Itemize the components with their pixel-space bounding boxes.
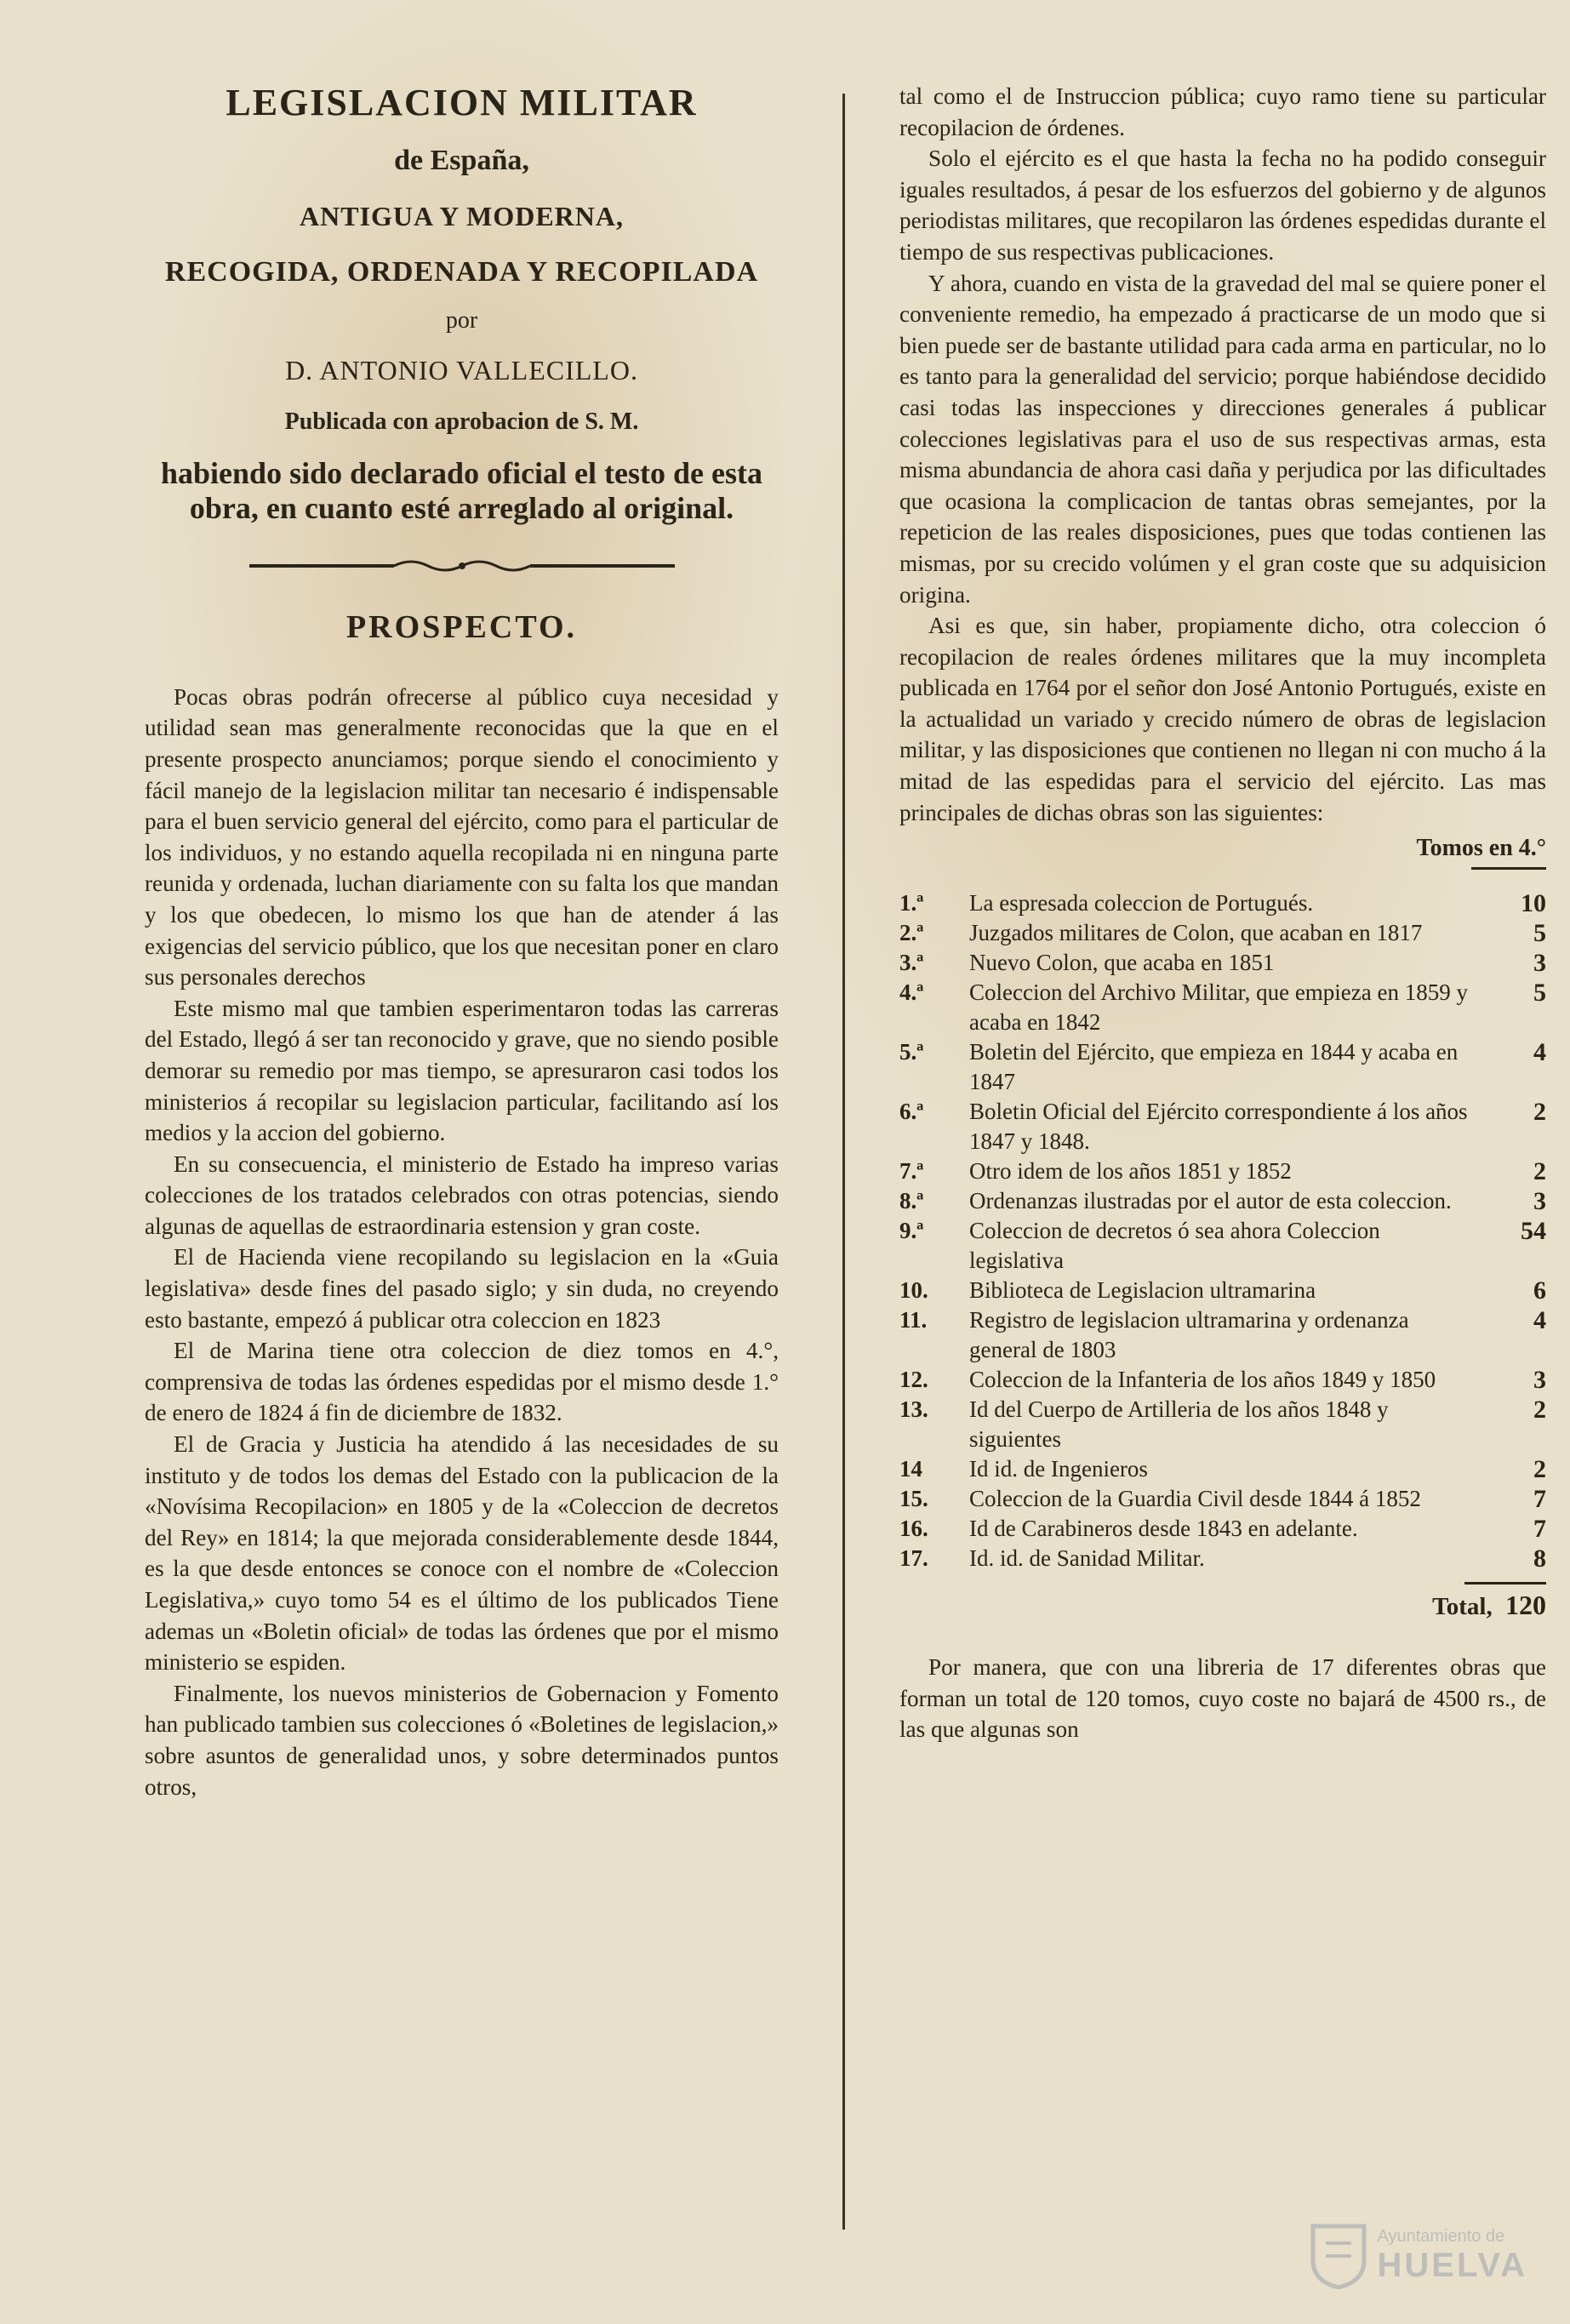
work-description: Id. id. de Sanidad Militar. [969, 1545, 1205, 1572]
table-row [899, 978, 1546, 1037]
prospecto-paragraph-5: El de Marina tiene otra coleccion de diez tomos en 4.°, comprensiva de todas las órdenes espedidas por el mismo desde 1.° de enero de 1824 á fin de diciembre de 1832. [145, 1338, 779, 1426]
table-row [899, 1514, 1546, 1544]
work-volumes: 2 [1533, 1455, 1546, 1484]
shield-icon [1309, 2222, 1368, 2290]
work-number: 3.ª [899, 950, 924, 976]
work-description: Registro de legislacion ultramarina y ordenanza general de 1803 [969, 1307, 1409, 1363]
title-line-antigua: ANTIGUA Y MODERNA, [300, 201, 624, 231]
left-column [145, 81, 779, 1802]
main-title: LEGISLACION MILITAR [226, 82, 698, 123]
table-row [899, 1454, 1546, 1484]
work-volumes: 3 [1533, 949, 1546, 978]
total-line [899, 1590, 1546, 1621]
approval-text: Publicada con aprobacion de S. M. [284, 408, 639, 435]
work-number: 7.ª [899, 1158, 924, 1185]
prospecto-paragraph-1: Pocas obras podrán ofrecerse al público cuya necesidad y utilidad sean mas generalmente reconocidas que la que en el presente prospecto anunciamos; porque siendo el conocimiento y fácil manejo de la legislacion militar tan necesario é indispensable para el buen servicio general del ejército, como para el particular de los individuos, y no estando aquella recopilada ni en ninguna parte reunida y ordenada, luchan diariamente con su falta los que mandan y los que obedecen, lo mismo los que han de atender á las exigencias del servicio público, que los que necesitan poner en claro sus personales derechos [145, 683, 779, 991]
prospecto-heading: PROSPECTO. [345, 608, 578, 645]
works-table [899, 888, 1546, 1573]
work-volumes: 2 [1533, 1098, 1546, 1127]
tomos-rule [1471, 867, 1546, 870]
work-description: La espresada coleccion de Portugués. [969, 890, 1314, 916]
work-description: Coleccion de decretos ó sea ahora Coleccion legislativa [969, 1218, 1380, 1274]
watermark-line-2: HUELVA [1377, 2247, 1527, 2284]
total-value: 120 [1505, 1590, 1546, 1621]
table-row [899, 1156, 1546, 1186]
table-row [899, 1305, 1546, 1365]
column-divider [842, 94, 845, 2230]
work-volumes: 5 [1533, 919, 1546, 948]
right-paragraph-3: Y ahora, cuando en vista de la gravedad del mal se quiere poner el conveniente remedio, ha empezado á practicarse de un modo que si bien puede ser de bastante utilidad para cada arma en particular, no lo es tanto para la generalidad del servicio; porque habiéndose decidido casi todas las inspecciones y direcciones generales á publicar colecciones legislativas para el uso de sus respectivas armas, esta misma abundancia de ahora casi daña y perjudica por las dificultades que ocasiona la complicacion de tantas obras semejantes, por la repeticion de las reales disposiciones, pues que todas contienen las mismas, por su crecido volúmen y el gran coste que su adquisicion origina. [899, 270, 1546, 608]
table-row [899, 1484, 1546, 1514]
ornament-divider-icon [249, 557, 675, 574]
work-description: Coleccion del Archivo Militar, que empieza en 1859 y acaba en 1842 [969, 979, 1468, 1036]
total-rule [1464, 1582, 1546, 1585]
work-number: 8.ª [899, 1188, 924, 1214]
work-description: Coleccion de la Guardia Civil desde 1844 á 1852 [969, 1486, 1421, 1512]
work-description: Otro idem de los años 1851 y 1852 [969, 1158, 1292, 1185]
work-number: 9.ª [899, 1218, 924, 1244]
work-description: Biblioteca de Legislacion ultramarina [969, 1277, 1316, 1304]
table-row [899, 1037, 1546, 1097]
work-volumes: 3 [1533, 1366, 1546, 1395]
work-volumes: 2 [1533, 1396, 1546, 1425]
work-description: Id del Cuerpo de Artilleria de los años 1848 y siguientes [969, 1396, 1389, 1453]
work-volumes: 3 [1533, 1187, 1546, 1216]
archive-watermark [1309, 2222, 1527, 2290]
table-row [899, 948, 1546, 978]
work-volumes: 4 [1533, 1306, 1546, 1335]
table-row [899, 918, 1546, 948]
watermark-line-1: Ayuntamiento de [1377, 2227, 1505, 2246]
right-paragraph-2: Solo el ejército es el que hasta la fecha no ha podido conseguir iguales resultados, á pesar de los esfuerzos del gobierno y de algunos periodistas militares, que recopilaron las órdenes espedidas durante el tiempo de sus respectivas publicaciones. [899, 146, 1546, 265]
author-name: D. ANTONIO VALLECILLO. [285, 355, 638, 385]
prospecto-paragraph-7: Finalmente, los nuevos ministerios de Gobernacion y Fomento han publicado tambien sus colecciones ó «Boletines de legislacion,» sobre asuntos de generalidad unos, y sobre determinados puntos otros, [145, 1680, 779, 1800]
work-number: 10. [899, 1277, 928, 1304]
work-volumes: 54 [1521, 1217, 1546, 1246]
table-row [899, 888, 1546, 918]
work-number: 12. [899, 1367, 928, 1393]
work-number: 1.ª [899, 890, 924, 916]
work-volumes: 7 [1533, 1515, 1546, 1544]
table-row [899, 1276, 1546, 1305]
work-number: 17. [899, 1545, 928, 1572]
work-volumes: 4 [1533, 1038, 1546, 1067]
work-description: Ordenanzas ilustradas por el autor de esta coleccion. [969, 1188, 1452, 1214]
table-row [899, 1186, 1546, 1216]
work-description: Coleccion de la Infanteria de los años 1849 y 1850 [969, 1367, 1436, 1393]
tomos-header: Tomos en 4.° [1416, 835, 1546, 862]
work-volumes: 7 [1533, 1485, 1546, 1514]
work-number: 16. [899, 1516, 928, 1542]
work-volumes: 8 [1533, 1545, 1546, 1573]
work-number: 13. [899, 1396, 928, 1423]
work-volumes: 6 [1533, 1276, 1546, 1305]
prospecto-paragraph-3: En su consecuencia, el ministerio de Estado ha impreso varias colecciones de los tratados celebrados con otras potencias, siendo algunas de aquellas de estraordinaria estension y gran coste. [145, 1151, 779, 1239]
official-statement: habiendo sido declarado oficial el testo de esta obra, en cuanto esté arreglado al original. [161, 456, 762, 526]
work-description: Id id. de Ingenieros [969, 1456, 1148, 1482]
right-column [899, 81, 1546, 1745]
prospecto-paragraph-2: Este mismo mal que tambien esperimentaron todas las carreras del Estado, llegó á ser tan reconocido y grave, que no siendo posible demorar su remedio por mas tiempo, se apresuraron casi todos los ministerios á recopilar su legislacion particular, facilitando así los medios y la accion del gobierno. [145, 995, 779, 1146]
work-number: 11. [899, 1307, 928, 1333]
title-line-recogida: RECOGIDA, ORDENADA Y RECOPILADA [164, 256, 759, 288]
work-description: Juzgados militares de Colon, que acaban en 1817 [969, 920, 1423, 946]
table-row [899, 1097, 1546, 1156]
work-number: 14 [899, 1456, 922, 1482]
work-number: 15. [899, 1486, 928, 1512]
work-volumes: 10 [1521, 889, 1546, 918]
work-number: 2.ª [899, 920, 924, 946]
table-row [899, 1395, 1546, 1454]
table-row [899, 1544, 1546, 1573]
work-description: Id de Carabineros desde 1843 en adelante. [969, 1516, 1358, 1542]
total-label: Total, [1432, 1593, 1493, 1621]
prospecto-paragraph-6: El de Gracia y Justicia ha atendido á las necesidades de su instituto y de todos los demas del Estado con la publicacion de la «Novísima Recopilacion» en 1805 y de la «Coleccion de decretos del Rey» en 1814; la que mejorada considerablemente desde 1844, es la que desde entonces se conoce con el nombre de «Coleccion Legislativa,» cuyo tomo 54 es el último de los publicados Tiene ademas un «Boletin oficial» de todas las órdenes que por el mismo ministerio se espiden. [145, 1431, 779, 1676]
work-description: Boletin Oficial del Ejército correspondiente á los años 1847 y 1848. [969, 1099, 1468, 1155]
work-description: Nuevo Colon, que acaba en 1851 [969, 950, 1275, 976]
work-number: 5.ª [899, 1039, 924, 1065]
table-row [899, 1365, 1546, 1395]
closing-paragraph: Por manera, que con una libreria de 17 diferentes obras que forman un total de 120 tomos, cuyo coste no bajará de 4500 rs., de las que algunas son [899, 1654, 1546, 1743]
right-paragraph-4: Asi es que, sin haber, propiamente dicho, otra coleccion ó recopilacion de reales órdenes militares que la muy incompleta publicada en 1764 por el señor don José Antonio Portugués, existe en la actualidad un variado y crecido número de obras de legislacion militar, y las disposiciones que contienen no llegan ni con mucho á la mitad de las espedidas para el servicio del ejército. Las mas principales de dichas obras son las siguientes: [899, 613, 1546, 825]
work-description: Boletin del Ejército, que empieza en 1844 y acaba en 1847 [969, 1039, 1459, 1095]
por-text: por [445, 307, 478, 334]
work-volumes: 2 [1533, 1157, 1546, 1186]
work-number: 4.ª [899, 979, 924, 1006]
table-row [899, 1216, 1546, 1276]
work-number: 6.ª [899, 1099, 924, 1125]
work-volumes: 5 [1533, 979, 1546, 1008]
subtitle: de España, [394, 145, 529, 176]
prospecto-paragraph-4: El de Hacienda viene recopilando su legislacion en la «Guia legislativa» desde fines del pasado siglo; y sin duda, no creyendo esto bastante, empezó á publicar otra coleccion en 1823 [145, 1244, 779, 1333]
right-paragraph-1: tal como el de Instruccion pública; cuyo ramo tiene su particular recopilacion de órdenes. [899, 83, 1546, 140]
